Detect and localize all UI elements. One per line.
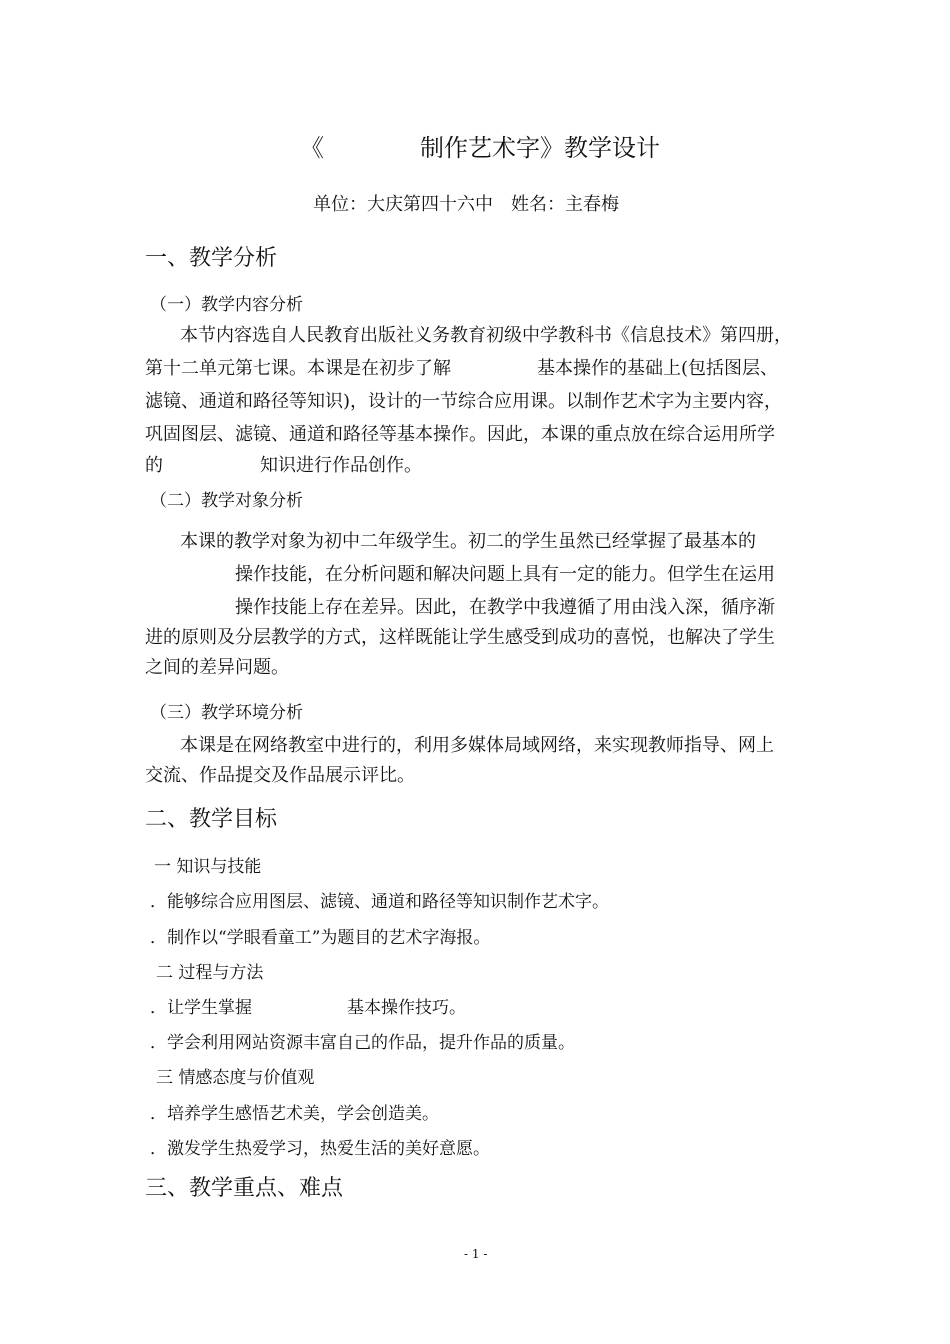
goal-item-segment: ．让学生掌握 [150, 998, 252, 1018]
author-unit-line: 单位：大庆第四十六中 姓名：主春梅 [313, 194, 619, 215]
paragraph-line: 交流、作品提交及作品展示评比。 [145, 765, 415, 786]
subsection-audience-analysis: （二）教学对象分析 [150, 491, 303, 511]
section-heading-teaching-goals: 二、教学目标 [145, 807, 278, 832]
paragraph-segment: 基本操作的基础上(包括图层、 [537, 358, 779, 379]
subsection-content-analysis: （一）教学内容分析 [150, 295, 303, 315]
paragraph-line [145, 451, 422, 477]
section-heading-key-points: 三、教学重点、难点 [145, 1176, 344, 1201]
paragraph-line [145, 354, 778, 380]
paragraph-line: 本课的教学对象为初中二年级学生。初二的学生虽然已经掌握了最基本的 [180, 531, 756, 552]
goal-item: ．培养学生感悟艺术美，学会创造美。 [150, 1104, 439, 1124]
paragraph-segment: 第十二单元第七课。本课是在初步了解 [145, 358, 451, 379]
goal-group-process: 二 过程与方法 [156, 963, 264, 983]
document-title: 制作艺术字》教学设计 [420, 134, 660, 162]
paragraph-segment: 的 [145, 455, 163, 476]
paragraph-line: 操作技能上存在差异。因此，在教学中我遵循了用由浅入深，循序渐 [235, 597, 775, 618]
paragraph-line: 进的原则及分层教学的方式，这样既能让学生感受到成功的喜悦，也解决了学生 [145, 627, 775, 648]
page-number: - 1 - [464, 1247, 488, 1261]
paragraph-line: 之间的差异问题。 [145, 657, 289, 678]
goal-item: ．激发学生热爱学习，热爱生活的美好意愿。 [150, 1139, 490, 1159]
goal-item: ．学会利用网站资源丰富自己的作品，提升作品的质量。 [150, 1033, 575, 1053]
goal-item [150, 993, 466, 1018]
goal-group-attitude: 三 情感态度与价值观 [156, 1068, 315, 1088]
goal-item: ．能够综合应用图层、滤镜、通道和路径等知识制作艺术字。 [150, 892, 609, 912]
paragraph-segment: 知识进行作品创作。 [260, 455, 422, 476]
section-heading-teaching-analysis: 一、教学分析 [145, 246, 278, 271]
goal-item-segment: 基本操作技巧。 [347, 998, 466, 1018]
paragraph-line: 操作技能，在分析问题和解决问题上具有一定的能力。但学生在运用 [235, 564, 775, 585]
paragraph-line: 本课是在网络教室中进行的，利用多媒体局域网络，来实现教师指导、网上 [180, 735, 774, 756]
paragraph-line: 巩固图层、滤镜、通道和路径等基本操作。因此，本课的重点放在综合运用所学 [145, 424, 775, 445]
document-title-left: 《 [300, 134, 324, 162]
goal-item: ．制作以“学眼看童工”为题目的艺术字海报。 [150, 928, 491, 948]
subsection-environment-analysis: （三）教学环境分析 [150, 703, 303, 723]
goal-group-knowledge: 一 知识与技能 [154, 857, 262, 877]
paragraph-line: 滤镜、通道和路径等知识)，设计的一节综合应用课。以制作艺术字为主要内容， [145, 391, 783, 412]
paragraph-line: 本节内容选自人民教育出版社义务教育初级中学教科书《信息技术》第四册， [180, 325, 792, 346]
